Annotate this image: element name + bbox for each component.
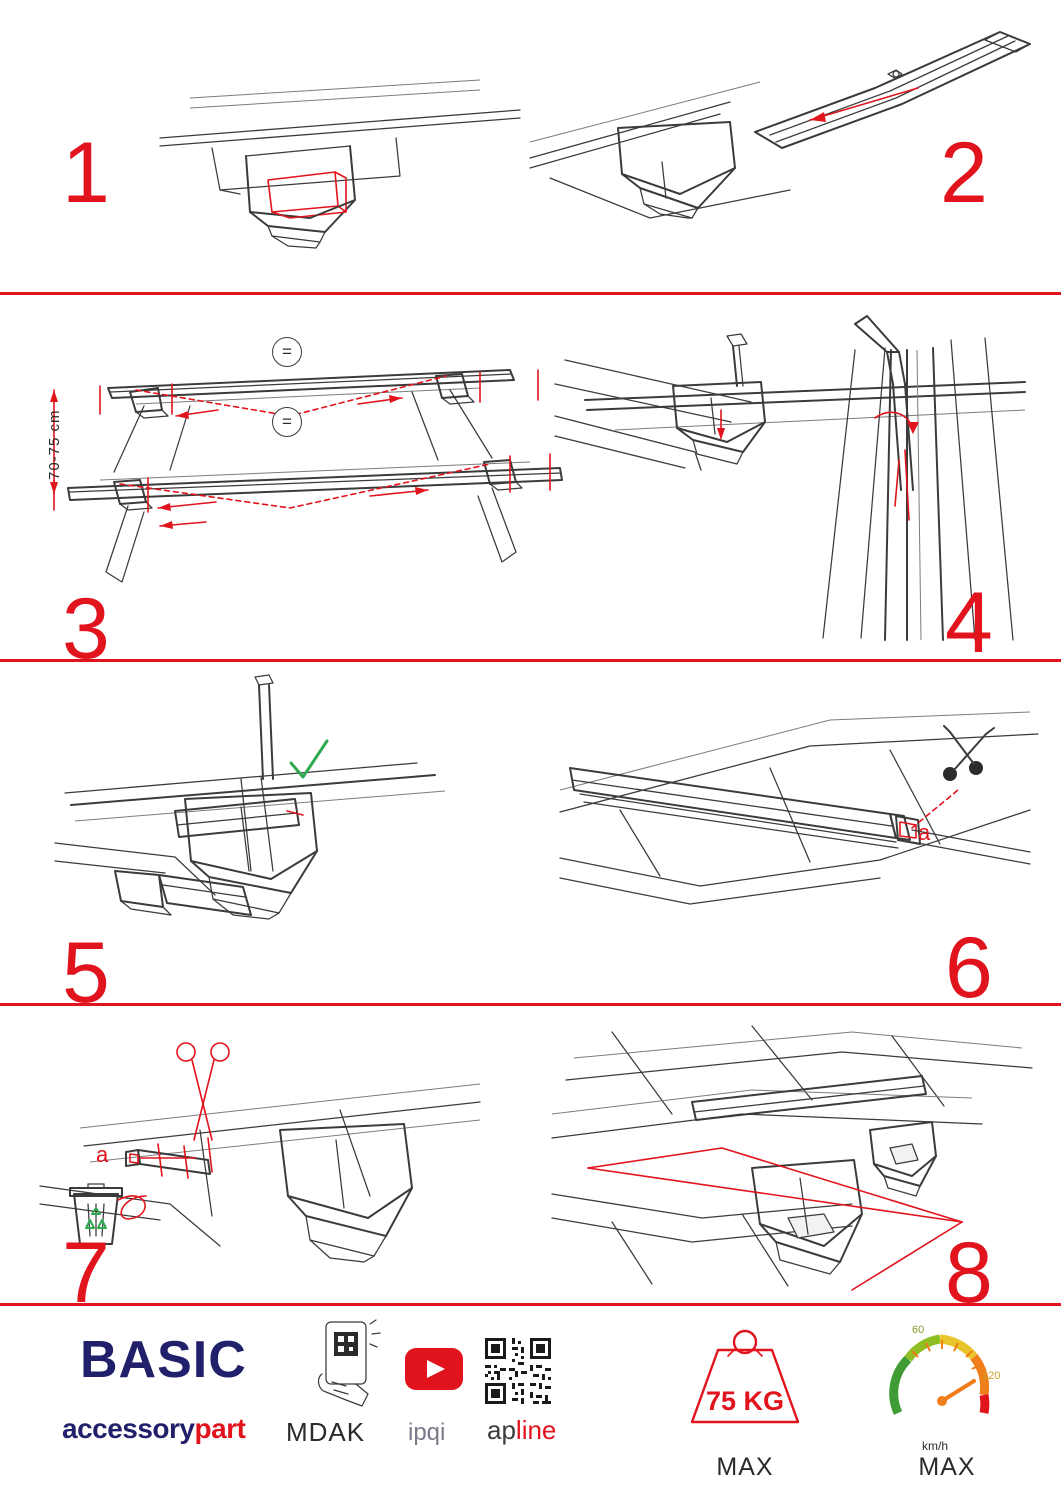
- dimension-label: 70-75 cm: [46, 409, 63, 480]
- equal-badge-top: =: [272, 337, 302, 367]
- equal-badge-bottom: =: [272, 407, 302, 437]
- step-number-3: 3: [62, 581, 108, 677]
- divider-row2: [0, 659, 1061, 662]
- brand-apline-suffix: line: [515, 1415, 557, 1445]
- part-label-a-step6: a: [918, 820, 931, 845]
- step-1-illustration: [150, 60, 530, 260]
- divider-row1: [0, 292, 1061, 295]
- brand-accessorypart: [62, 1413, 245, 1445]
- brand-apline-prefix: ap: [487, 1415, 516, 1445]
- brand-accessory-prefix: accessory: [62, 1413, 195, 1444]
- speed-unit-label: km/h: [922, 1439, 949, 1453]
- svg-text:120: 120: [982, 1370, 1001, 1382]
- part-label-a-step7: a: [96, 1142, 109, 1167]
- step-number-6: 6: [945, 920, 991, 1016]
- brand-mdak: MDAK: [286, 1417, 366, 1447]
- svg-text:60: 60: [912, 1324, 925, 1336]
- phone-scan-icon: [312, 1320, 392, 1410]
- step-number-5: 5: [62, 925, 108, 1021]
- step-5-illustration: [55, 675, 475, 965]
- step-number-1: 1: [62, 125, 108, 221]
- load-limit-caption: MAX: [716, 1453, 774, 1481]
- step-number-4: 4: [945, 575, 991, 671]
- step-number-8: 8: [945, 1225, 991, 1321]
- speed-limit-caption: MAX: [918, 1453, 976, 1481]
- qr-code-icon[interactable]: [482, 1335, 554, 1407]
- footer: [0, 1305, 1061, 1500]
- brand-accessory-suffix: part: [194, 1413, 246, 1444]
- step-3-illustration: [40, 330, 560, 590]
- load-limit-value: 75 KG: [705, 1386, 785, 1416]
- youtube-play-icon[interactable]: [405, 1348, 463, 1390]
- brand-ipqi: ipqi: [408, 1419, 446, 1446]
- brand-apline: [487, 1415, 556, 1446]
- speed-gauge-icon: [878, 1317, 1006, 1435]
- divider-row3: [0, 1003, 1061, 1006]
- brand-title: BASIC: [80, 1331, 247, 1389]
- step-number-2: 2: [940, 125, 986, 221]
- step-number-7: 7: [62, 1225, 108, 1321]
